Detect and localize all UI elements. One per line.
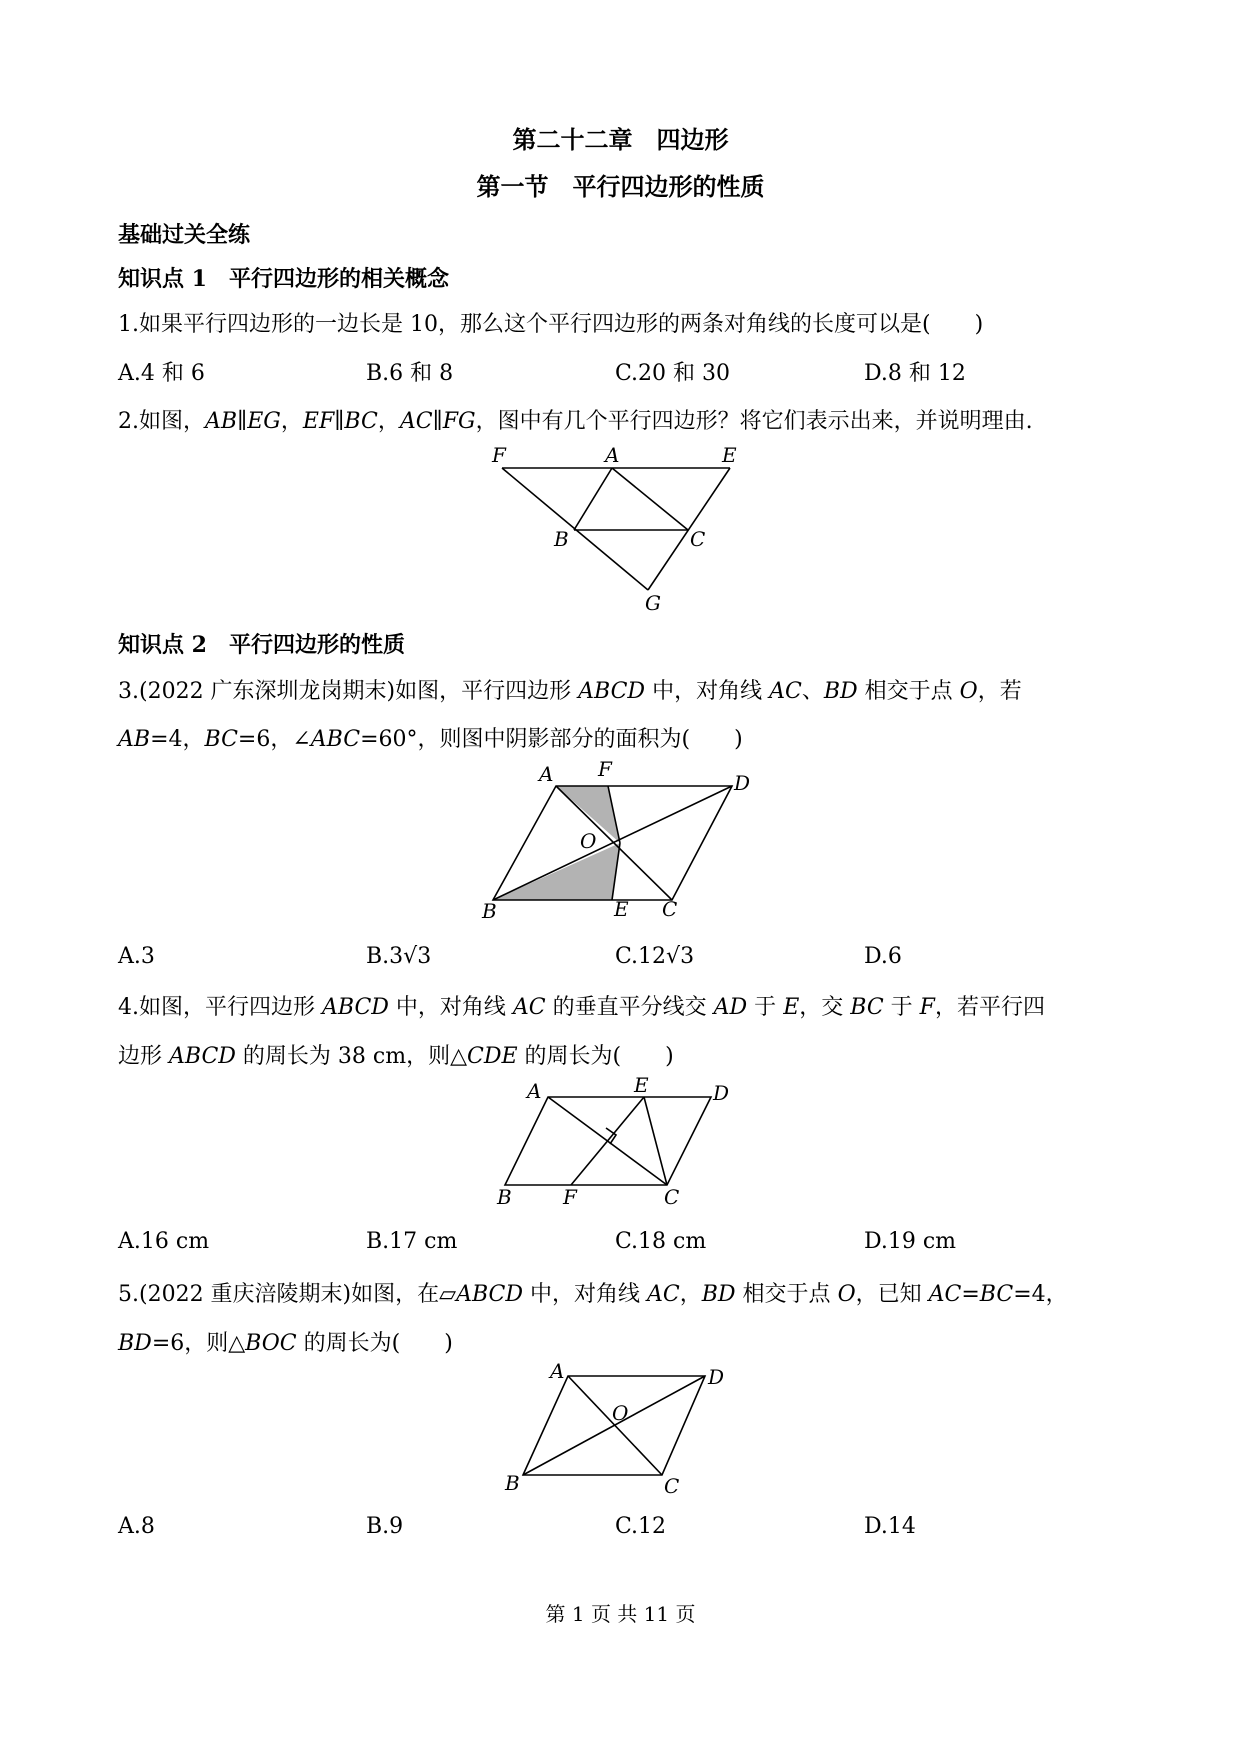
question-3-option-d: D.6 — [864, 944, 902, 969]
q4-label-c: C — [664, 1185, 680, 1209]
q5-label-b: B — [505, 1471, 520, 1495]
question-1-option-c: C.20 和 30 — [615, 361, 731, 386]
question-4-line-2: 边形 ABCD 的周长为 38 cm，则△CDE 的周长为( ) — [118, 1044, 674, 1069]
question-3-option-b: B.3√3 — [366, 944, 432, 969]
question-5-option-b: B.9 — [366, 1514, 404, 1539]
q3-label-c: C — [662, 897, 678, 921]
question-5-line-2: BD=6，则△BOC 的周长为( ) — [118, 1331, 453, 1356]
q5-label-d: D — [708, 1365, 725, 1389]
knowledge-point-1-heading: 知识点 1 平行四边形的相关概念 — [118, 266, 449, 292]
q4-label-d: D — [713, 1081, 730, 1105]
q2-label-a: A — [605, 443, 620, 467]
chapter-title: 第二十二章 四边形 — [512, 125, 729, 154]
question-4-line-1: 4.如图，平行四边形 ABCD 中，对角线 AC 的垂直平分线交 AD 于 E，交 BC 于 F，若平行四 — [118, 995, 1045, 1020]
q3-radical-b: √3 — [403, 944, 432, 969]
q2-label-f: F — [492, 443, 506, 467]
question-3-line-1: 3.(2022 广东深圳龙岗期末)如图，平行四边形 ABCD 中，对角线 AC、BD 相交于点 O，若 — [118, 679, 1022, 704]
section-title: 第一节 平行四边形的性质 — [476, 172, 765, 201]
question-1-option-d: D.8 和 12 — [864, 361, 966, 386]
q2-label-g: G — [645, 591, 661, 615]
question-4-option-d: D.19 cm — [864, 1229, 957, 1254]
question-1-text: 1.如果平行四边形的一边长是 10，那么这个平行四边形的两条对角线的长度可以是( ) — [118, 312, 984, 337]
question-4-option-c: C.18 cm — [615, 1229, 707, 1254]
q3-label-e: E — [614, 897, 629, 921]
q2-label-c: C — [690, 527, 706, 551]
knowledge-point-2-heading: 知识点 2 平行四边形的性质 — [118, 632, 405, 658]
question-2-text: 2.如图，AB∥EG，EF∥BC，AC∥FG，图中有几个平行四边形？将它们表示出来，并说明理由. — [118, 409, 1033, 434]
question-5-option-a: A.8 — [118, 1514, 155, 1539]
q2-label-e: E — [722, 443, 737, 467]
question-5-option-d: D.14 — [864, 1514, 916, 1539]
question-5-line-1: 5.(2022 重庆涪陵期末)如图，在▱ABCD 中，对角线 AC，BD 相交于点 O，已知 AC=BC=4， — [118, 1282, 1068, 1307]
page-footer: 第 1 页 共 11 页 — [545, 1602, 696, 1626]
question-3-option-c: C.12√3 — [615, 944, 695, 969]
q3-label-f: F — [598, 757, 612, 781]
q5-label-c: C — [664, 1474, 680, 1498]
question-1-option-a: A.4 和 6 — [118, 361, 205, 386]
question-1-option-b: B.6 和 8 — [366, 361, 454, 386]
question-4-option-a: A.16 cm — [118, 1229, 210, 1254]
q4-label-f: F — [563, 1185, 577, 1209]
q3-label-a: A — [539, 762, 554, 786]
q3-label-d: D — [734, 771, 751, 795]
q4-label-b: B — [497, 1185, 512, 1209]
question-3-line-2: AB=4，BC=6，∠ABC=60°，则图中阴影部分的面积为( ) — [118, 727, 743, 752]
q5-label-a: A — [550, 1359, 565, 1383]
q4-label-a: A — [527, 1079, 542, 1103]
q3-label-o: O — [580, 829, 597, 853]
q5-label-o: O — [612, 1401, 629, 1425]
question-3-option-a: A.3 — [118, 944, 155, 969]
question-4-option-b: B.17 cm — [366, 1229, 458, 1254]
q4-label-e: E — [634, 1073, 649, 1097]
practice-heading: 基础过关全练 — [118, 222, 251, 248]
q3-label-b: B — [482, 899, 497, 923]
q2-label-b: B — [554, 527, 569, 551]
q3-radical-c: √3 — [666, 944, 695, 969]
question-5-option-c: C.12 — [615, 1514, 667, 1539]
